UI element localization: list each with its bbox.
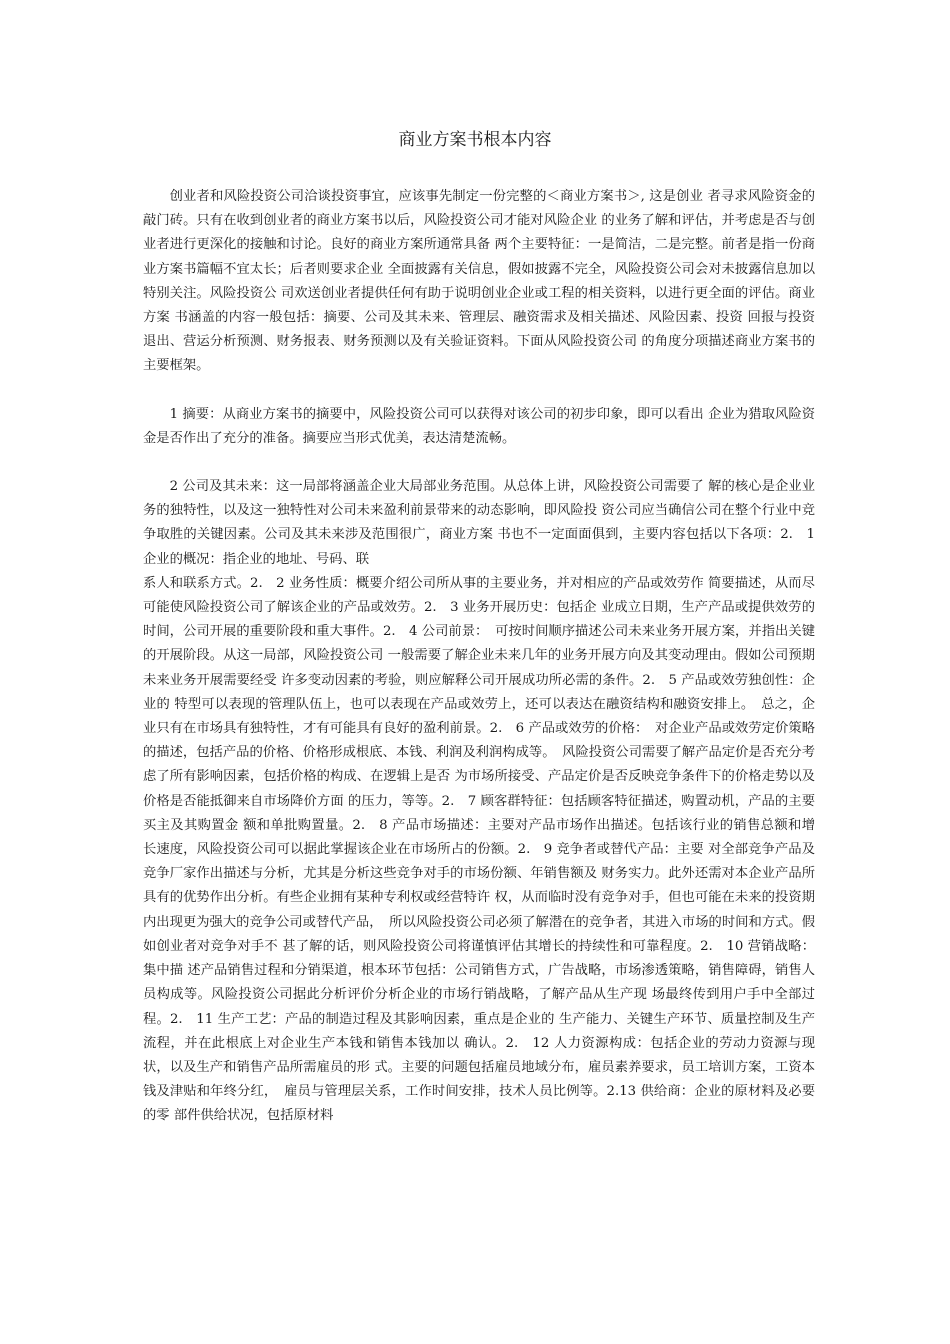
company-future-paragraph: 2 公司及其未来：这一局部将涵盖企业大局部业务范围。从总体上讲，风险投资公司需要了 解的核心是企业业务的独特性，以及这一独特性对公司未来盈利前景带来的动态影响，即风险投 资公司应当确信公司在整个行业中竞争取胜的关键因素。公司及其未来涉及范围很广，商业方案 书也不一定面面俱到，主要内容包括以下各项：2. 1 企业的概况：指企业的地址、号码、联	[143, 479, 815, 567]
company-future-continued-paragraph: 系人和联系方式。2. 2 业务性质：概要介绍公司所从事的主要业务，并对相应的产品或效劳作 简要描述，从而尽可能使风险投资公司了解该企业的产品或效劳。2. 3 业务开展历史：包括企 业成立日期，生产产品或提供效劳的时间，公司开展的重要阶段和重大事件。2. 4 公司前景： 可按时间顺序描述公司未来业务开展方案，并指出关键的开展阶段。从这一局部，风险投资公司 一般需要了解企业未来几年的业务开展方向及其变动理由。假如公司预期未来业务开展需要经受 许多变动因素的考验，则应解释公司开展成功所必需的条件。2. 5 产品或效劳独创性：企业的 特型可以表现的管理队伍上，也可以表现在产品或效劳上，还可以表达在融资结构和融资安排上。 总之，企业只有在市场具有独特性，才有可能具有良好的盈利前景。2. 6 产品或效劳的价格： 对企业产品或效劳定价策略的描述，包括产品的价格、价格形成根底、本钱、利润及利润构成等。 风险投资公司需要了解产品定价是否充分考虑了所有影响因素，包括价格的构成、在逻辑上是否 为市场所接受、产品定价是否反映竞争条件下的价格走势以及价格是否能抵御来自市场降价方面 的压力，等等。2. 7 顾客群特征：包括顾客特征描述，购置动机，产品的主要买主及其购置金 额和单批购置量。2. 8 产品市场描述：主要对产品市场作出描述。包括该行业的销售总额和增 长速度，风险投资公司可以据此掌握该企业在市场所占的份额。2. 9 竞争者或替代产品：主要 对全部竞争产品及竞争厂家作出描述与分析，尤其是分析这些竞争对手的市场份额、年销售额及 财务实力。此外还需对本企业产品所具有的优势作出分析。有些企业拥有某种专利权或经营特许 权，从而临时没有竞争对手，但也可能在未来的投资期内出现更为强大的竞争公司或替代产品， 所以风险投资公司必须了解潜在的竞争者，其进入市场的时间和方式。假如创业者对竞争对手不 甚了解的话，则风险投资公司将谨慎评估其增长的持续性和可靠程度。2. 10 营销战略：集中描 述产品销售过程和分销渠道，根本环节包括：公司销售方式，广告战略，市场渗透策略，销售障碍，销售人员构成等。风险投资公司据此分析评价分析企业的市场行销战略，了解产品从生产现 场最终传到用户手中全部过程。2. 11 生产工艺：产品的制造过程及其影响因素，重点是企业的 生产能力、关键生产环节、质量控制及生产流程，并在此根底上对企业生产本钱和销售本钱加以 确认。2. 12 人力资源构成：包括企业的劳动力资源与现状，以及生产和销售产品所需雇员的形 式。主要的问题包括雇员地域分布，雇员素养要求，员工培训方案，工资本钱及津贴和年终分红， 雇员与管理层关系，工作时间安排，技术人员比例等。2.13 供给商：企业的原材料及必要的零 部件供给状况，包括原材料	[143, 575, 815, 1124]
summary-paragraph: 1 摘要：从商业方案书的摘要中，风险投资公司可以获得对该公司的初步印象，即可以看出 企业为猎取风险资金是否作出了充分的准备。摘要应当形式优美，表达清楚流畅。	[143, 406, 815, 446]
document-body	[143, 185, 815, 1129]
intro-paragraph: 创业者和风险投资公司洽谈投资事宜，应该事先制定一份完整的＜商业方案书＞, 这是创业 者寻求风险资金的敲门砖。只有在收到创业者的商业方案书以后，风险投资公司才能对风险企业 的业务了解和评估，并考虑是否与创业者进行更深化的接触和讨论。良好的商业方案所通常具备 两个主要特征：一是简洁，二是完整。前者是指一份商业方案书篇幅不宜太长；后者则要求企业 全面披露有关信息，假如披露不完全，风险投资公司会对未披露信息加以特别关注。风险投资公 司欢送创业者提供任何有助于说明创业企业或工程的相关资料，以进行更全面的评估。商业方案 书涵盖的内容一般包括：摘要、公司及其未来、管理层、融资需求及相关描述、风险因素、投资 回报与投资退出、营运分析预测、财务报表、财务预测以及有关验证资料。下面从风险投资公司 的角度分项描述商业方案书的主要框架。	[143, 189, 815, 374]
document-title: 商业方案书根本内容	[398, 130, 552, 150]
